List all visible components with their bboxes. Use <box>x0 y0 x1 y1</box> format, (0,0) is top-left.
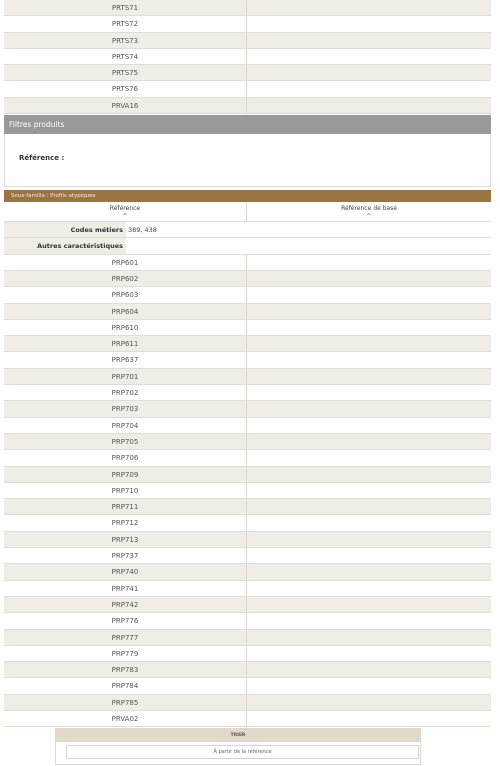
base-reference-cell <box>247 613 491 628</box>
base-reference-cell <box>247 450 491 465</box>
table-row[interactable] <box>4 320 491 336</box>
base-reference-cell <box>247 255 491 270</box>
reference-cell[interactable]: PRP777 <box>4 630 247 645</box>
base-reference-cell <box>247 401 491 416</box>
reference-cell[interactable]: PRP713 <box>4 532 247 547</box>
other-characteristics-row <box>4 238 491 254</box>
base-reference-cell <box>247 49 491 64</box>
reference-cell[interactable]: PRP711 <box>4 499 247 514</box>
base-reference-cell <box>247 711 491 726</box>
reference-cell[interactable]: PRTS76 <box>4 81 247 96</box>
reference-cell[interactable]: PRVA02 <box>4 711 247 726</box>
chevron-up-icon[interactable]: ⌃ <box>121 212 129 222</box>
reference-cell[interactable]: PRP604 <box>4 304 247 319</box>
product-list <box>4 255 491 728</box>
table-row[interactable] <box>4 369 491 385</box>
reference-column-label: Référence <box>109 205 141 213</box>
base-reference-cell <box>247 81 491 96</box>
base-reference-cell <box>247 16 491 31</box>
reference-cell[interactable]: PRP776 <box>4 613 247 628</box>
table-row[interactable] <box>4 646 491 662</box>
table-row[interactable] <box>4 662 491 678</box>
base-reference-cell <box>247 467 491 482</box>
table-row[interactable] <box>4 336 491 352</box>
reference-cell[interactable]: PRTS74 <box>4 49 247 64</box>
base-reference-cell <box>247 98 491 113</box>
base-reference-cell <box>247 581 491 596</box>
chevron-up-icon[interactable]: ⌃ <box>365 212 373 222</box>
table-row[interactable] <box>4 16 491 32</box>
table-row[interactable] <box>4 711 491 727</box>
base-reference-cell <box>247 65 491 80</box>
reference-cell[interactable]: PRP706 <box>4 450 247 465</box>
table-row[interactable] <box>4 418 491 434</box>
base-reference-cell <box>247 336 491 351</box>
reference-cell[interactable]: PRP741 <box>4 581 247 596</box>
base-reference-cell <box>247 33 491 48</box>
base-reference-cell <box>247 352 491 367</box>
base-reference-cell <box>247 548 491 563</box>
reference-cell[interactable]: PRP740 <box>4 564 247 579</box>
base-reference-cell <box>247 662 491 677</box>
base-reference-cell <box>247 0 491 15</box>
base-reference-cell <box>247 597 491 612</box>
table-row[interactable] <box>4 271 491 287</box>
reference-cell[interactable]: PRP611 <box>4 336 247 351</box>
family-bar: Sous-famille : Profils atypiques <box>4 190 491 202</box>
reference-cell[interactable]: PRP701 <box>4 369 247 384</box>
table-row[interactable] <box>4 467 491 483</box>
codes-value: 389, 438 <box>128 226 157 235</box>
table-row[interactable] <box>4 483 491 499</box>
table-row[interactable] <box>4 434 491 450</box>
table-row[interactable] <box>4 304 491 320</box>
table-row[interactable] <box>4 695 491 711</box>
codes-row <box>4 222 491 238</box>
table-row[interactable] <box>4 515 491 531</box>
reference-cell[interactable]: PRVA16 <box>4 98 247 113</box>
base-reference-cell <box>247 646 491 661</box>
sort-select[interactable]: À partir de la référence <box>66 745 419 759</box>
table-row[interactable] <box>4 548 491 564</box>
reference-cell[interactable]: PRP603 <box>4 287 247 302</box>
table-row[interactable] <box>4 287 491 303</box>
reference-cell[interactable]: PRP709 <box>4 467 247 482</box>
reference-cell[interactable]: PRTS71 <box>4 0 247 15</box>
base-reference-column-label: Référence de base <box>341 205 397 213</box>
table-row[interactable] <box>4 49 491 65</box>
table-row[interactable] <box>4 385 491 401</box>
base-reference-cell <box>247 678 491 693</box>
base-reference-column-header[interactable] <box>247 202 491 221</box>
content-area <box>4 0 491 727</box>
table-row[interactable] <box>4 65 491 81</box>
reference-cell[interactable]: PRTS75 <box>4 65 247 80</box>
table-row[interactable] <box>4 678 491 694</box>
table-row[interactable] <box>4 532 491 548</box>
table-row[interactable] <box>4 352 491 368</box>
reference-filter-label: Référence : <box>19 154 65 163</box>
base-reference-cell <box>247 304 491 319</box>
reference-column-header[interactable] <box>4 202 247 221</box>
table-row[interactable] <box>4 0 491 16</box>
base-reference-cell <box>247 369 491 384</box>
table-row[interactable] <box>4 255 491 271</box>
reference-cell[interactable]: PRP610 <box>4 320 247 335</box>
table-row[interactable] <box>4 597 491 613</box>
reference-cell[interactable]: PRP783 <box>4 662 247 677</box>
reference-cell[interactable]: PRP779 <box>4 646 247 661</box>
base-reference-cell <box>247 564 491 579</box>
table-row[interactable] <box>4 401 491 417</box>
table-row[interactable] <box>4 581 491 597</box>
sort-panel <box>55 728 421 765</box>
base-reference-cell <box>247 287 491 302</box>
filters-header[interactable]: Filtres produits <box>4 115 491 134</box>
reference-cell[interactable]: PRP601 <box>4 255 247 270</box>
table-row[interactable] <box>4 450 491 466</box>
base-reference-cell <box>247 434 491 449</box>
reference-cell[interactable]: PRP742 <box>4 597 247 612</box>
base-reference-cell <box>247 385 491 400</box>
other-characteristics-label: Autres caractéristiques <box>4 238 126 253</box>
top-product-list <box>4 0 491 114</box>
reference-cell[interactable]: PRP705 <box>4 434 247 449</box>
reference-cell[interactable]: PRTS73 <box>4 33 247 48</box>
base-reference-cell <box>247 418 491 433</box>
reference-cell[interactable]: PRP602 <box>4 271 247 286</box>
table-row[interactable] <box>4 630 491 646</box>
reference-cell[interactable]: PRP703 <box>4 401 247 416</box>
codes-label: Codes métiers <box>4 222 126 237</box>
other-characteristics-value <box>126 238 491 253</box>
sort-title: TRIER <box>56 729 420 742</box>
base-reference-cell <box>247 515 491 530</box>
table-header <box>4 202 491 222</box>
reference-cell[interactable]: PRTS72 <box>4 16 247 31</box>
reference-cell[interactable]: PRP785 <box>4 695 247 710</box>
reference-cell[interactable]: PRP637 <box>4 352 247 367</box>
table-row[interactable] <box>4 81 491 97</box>
table-row[interactable] <box>4 98 491 114</box>
base-reference-cell <box>247 271 491 286</box>
reference-cell[interactable]: PRP712 <box>4 515 247 530</box>
base-reference-cell <box>247 532 491 547</box>
base-reference-cell <box>247 695 491 710</box>
base-reference-cell <box>247 320 491 335</box>
reference-cell[interactable]: PRP704 <box>4 418 247 433</box>
base-reference-cell <box>247 630 491 645</box>
table-row[interactable] <box>4 33 491 49</box>
table-row[interactable] <box>4 613 491 629</box>
reference-cell[interactable]: PRP702 <box>4 385 247 400</box>
base-reference-cell <box>247 499 491 514</box>
table-row[interactable] <box>4 499 491 515</box>
reference-cell[interactable]: PRP710 <box>4 483 247 498</box>
table-row[interactable] <box>4 564 491 580</box>
reference-cell[interactable]: PRP737 <box>4 548 247 563</box>
reference-cell[interactable]: PRP784 <box>4 678 247 693</box>
base-reference-cell <box>247 483 491 498</box>
filters-panel <box>4 134 491 187</box>
